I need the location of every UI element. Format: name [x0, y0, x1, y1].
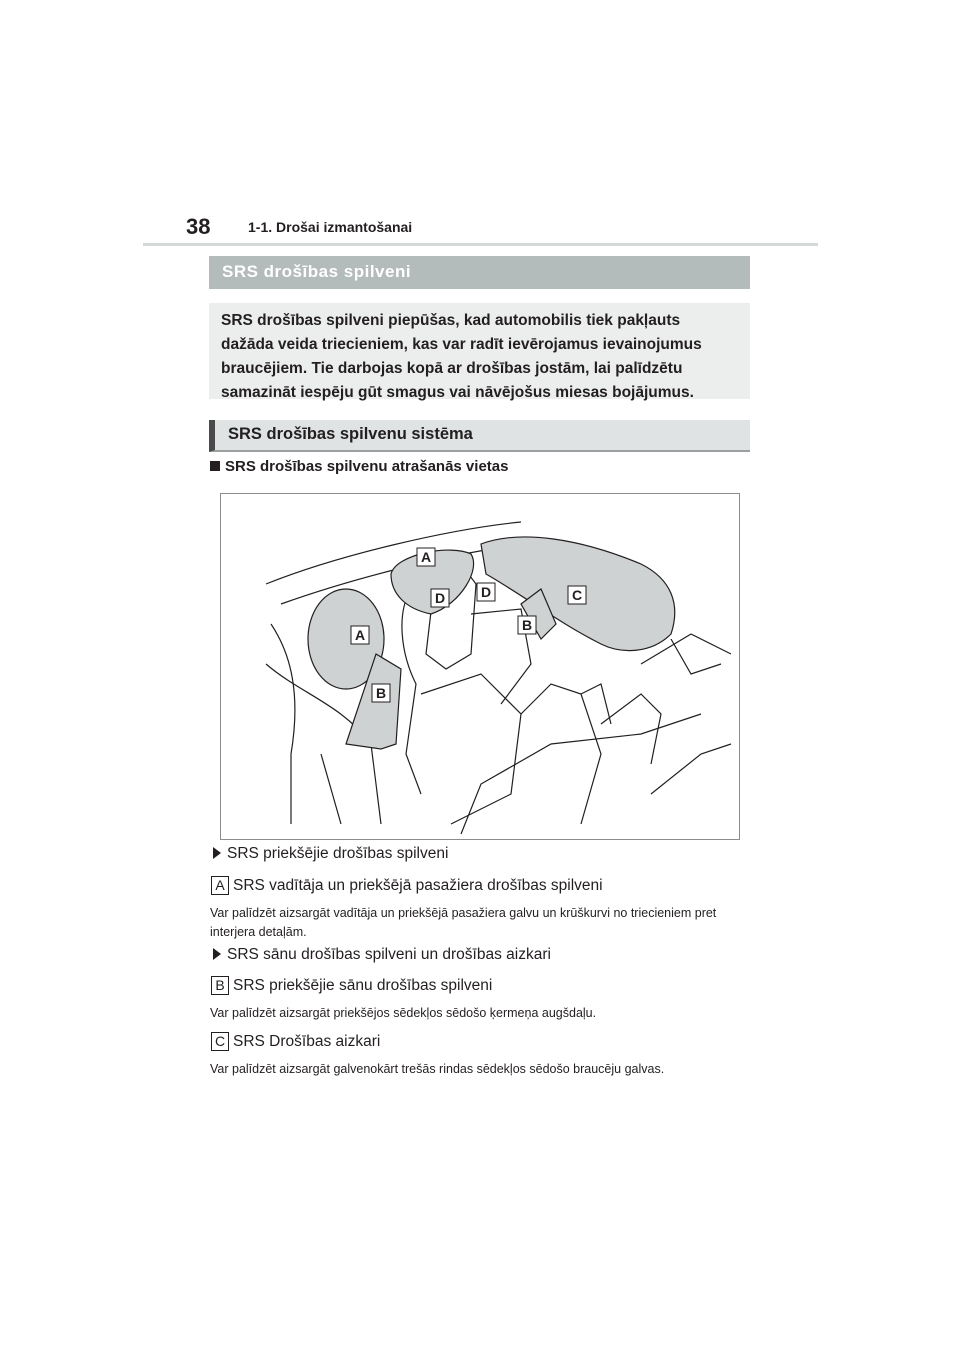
- sub-item-label: SRS drošības spilvenu atrašanās vietas: [225, 458, 509, 475]
- list-item-a: A SRS vadītāja un priekšējā pasažiera drošības spilveni: [211, 876, 603, 895]
- subheading: SRS drošības spilvenu sistēma: [209, 420, 750, 452]
- note-a: Var palīdzēt aizsargāt vadītāja un priekšējā pasažiera galvu un krūškurvi no triecieniem pret interjera detaļām.: [210, 906, 717, 939]
- square-bullet-icon: [210, 461, 220, 471]
- label-c-badge: C: [211, 1032, 229, 1051]
- page-title: SRS drošības spilveni: [209, 256, 750, 289]
- list-heading-side-airbags: SRS sānu drošības spilveni un drošības aizkari: [213, 946, 551, 964]
- note-c: Var palīdzēt aizsargāt galvenokārt trešās rindas sēdekļos sēdošo braucēju galvas.: [210, 1062, 665, 1076]
- triangle-bullet-icon: [213, 948, 221, 960]
- figure-label-d: D: [481, 584, 492, 600]
- label-b-badge: B: [211, 976, 229, 995]
- list-item-c: C SRS Drošības aizkari: [211, 1032, 380, 1051]
- figure-label-a: A: [421, 549, 432, 565]
- figure-label-a: A: [355, 627, 366, 643]
- note-b: Var palīdzēt aizsargāt priekšējos sēdekļos sēdošo ķermeņa augšdaļu.: [210, 1006, 597, 1020]
- figure-label-b: B: [522, 617, 533, 633]
- airbag-illustration: [220, 493, 740, 840]
- intro-paragraph: SRS drošības spilveni piepūšas, kad automobilis tiek pakļauts dažāda veida triecieniem, kas var radīt ievērojamus ievainojumus braucējiem. Tie darbojas kopā ar drošības jostām, lai palīdzētu samazināt iespēju gūt smagus vai nāvējošus miesas bojājumus.: [209, 303, 750, 399]
- sub-item-heading: [210, 458, 508, 475]
- figure-label-b: B: [376, 685, 387, 701]
- section-title: 1-1. Drošai izmantošanai: [248, 219, 413, 235]
- list-item-b: B SRS priekšējie sānu drošības spilveni: [211, 976, 492, 995]
- page-number: 38: [186, 214, 211, 239]
- triangle-bullet-icon: [213, 847, 221, 859]
- figure-label-d: D: [435, 590, 446, 606]
- header-divider: [143, 243, 818, 246]
- vehicle-interior-drawing: [221, 494, 741, 841]
- figure-label-c: C: [572, 587, 583, 603]
- list-heading-front-airbags: SRS priekšējie drošības spilveni: [213, 845, 448, 863]
- label-a-badge: A: [211, 876, 229, 895]
